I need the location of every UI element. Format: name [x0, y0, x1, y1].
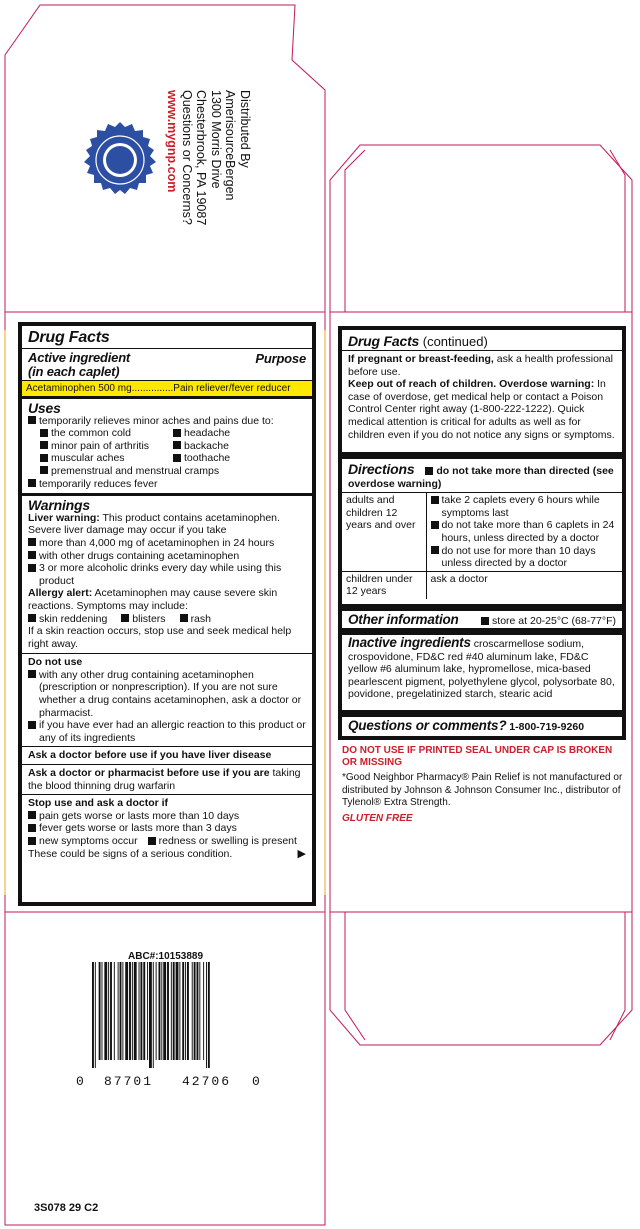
barcode-bar	[147, 962, 148, 1060]
ask-pharmacist-bold: Ask a doctor or pharmacist before use if you are	[28, 767, 270, 780]
drug-facts-title: Drug Facts	[28, 329, 110, 346]
barcode-bar	[110, 962, 112, 1060]
table-row	[342, 493, 622, 571]
dosage-item: do not take more than 6 caplets in 24 hours, unless directed by a doctor	[441, 519, 615, 544]
bullet-icon	[173, 429, 181, 437]
barcode-bar	[92, 962, 94, 1068]
use-item: toothache	[184, 452, 231, 465]
bullet-icon	[28, 824, 36, 832]
barcode-bar	[120, 962, 122, 1060]
barcode-bar	[179, 962, 180, 1060]
bullet-icon	[481, 617, 489, 625]
stop-use-item: pain gets worse or lasts more than 10 days	[39, 809, 240, 822]
barcode-bar	[163, 962, 166, 1060]
uses-intro	[28, 415, 306, 428]
drug-facts-panel-right-top	[338, 326, 626, 456]
dosage-item: do not use for more than 10 days unless directed by a doctor	[441, 544, 596, 570]
gluten-free: GLUTEN FREE	[342, 812, 413, 824]
other-information-panel	[338, 608, 626, 632]
stop-use-title: Stop use and ask a doctor if	[28, 797, 169, 810]
barcode-group-2: 42706	[182, 1074, 232, 1089]
stop-use-item: fever gets worse or lasts more than 3 days	[39, 822, 237, 835]
other-info-title: Other information	[348, 612, 459, 627]
barcode-bar	[132, 962, 133, 1060]
bullet-icon	[431, 546, 439, 554]
keep-out-bold: Keep out of reach of children. Overdose warning:	[348, 378, 595, 391]
drug-facts-panel-left	[18, 322, 316, 906]
allergy-alert-text: Acetaminophen may cause severe skin reactions. Symptoms may include:	[28, 587, 278, 612]
do-not-use-item: if you have ever had an allergic reaction to this product or any of its ingredients	[39, 719, 306, 744]
bullet-icon	[173, 441, 181, 449]
barcode-right-digit: 0	[252, 1074, 260, 1089]
abc-number: ABC#:10153889	[128, 951, 204, 962]
dosage-group: adults and children 12 years and over	[342, 493, 426, 571]
pregnant-text: ask a health professional before use.	[348, 353, 613, 378]
barcode-bar	[167, 962, 169, 1060]
upc-barcode	[92, 962, 248, 1068]
distributor-city: Chesterbrook, PA 19087	[194, 90, 209, 226]
ingredient-line: Acetaminophen 500 mg...............Pain reliever/fever reducer	[22, 381, 312, 399]
ask-pharmacist-row	[22, 765, 312, 795]
drug-facts-continued-title: Drug Facts	[348, 333, 420, 349]
bullet-icon	[431, 521, 439, 529]
barcode-left-digit: 0	[76, 1074, 84, 1089]
table-row	[342, 571, 622, 599]
allergy-symptom: rash	[190, 612, 211, 625]
stop-use-item: redness or swelling is present	[158, 835, 297, 847]
use-fever: temporarily reduces fever	[39, 477, 158, 490]
bullet-icon	[28, 811, 36, 819]
dosage-item: ask a doctor	[430, 572, 488, 585]
barcode-bar	[161, 962, 162, 1060]
questions-title: Questions or comments?	[348, 718, 507, 733]
purpose-label: Purpose	[255, 351, 306, 366]
barcode-bar	[208, 962, 210, 1068]
directions-table	[342, 493, 622, 599]
barcode-bar	[149, 962, 152, 1068]
dosage-group: children under 12 years	[342, 571, 426, 599]
active-ingredient-label: Active ingredient	[28, 350, 131, 365]
use-item: minor pain of arthritis	[51, 439, 150, 452]
do-not-use-title: Do not use	[28, 656, 83, 669]
bullet-icon	[28, 416, 36, 424]
uses-section	[22, 399, 312, 496]
barcode-bar	[171, 962, 172, 1060]
directions-note: do not take more than directed (see overdose warning)	[348, 465, 614, 490]
use-item: muscular aches	[51, 452, 125, 465]
directions-title: Directions	[348, 461, 415, 477]
active-ingredient-row	[22, 349, 312, 381]
liver-warning-label: Liver warning:	[28, 511, 100, 524]
pregnant-bold: If pregnant or breast-feeding,	[348, 353, 494, 365]
ask-doctor-row: Ask a doctor before use if you have liver disease	[22, 747, 312, 765]
questions-line: Questions or Concerns?	[180, 90, 194, 225]
distributed-by: Distributed By	[238, 90, 252, 168]
below-panel-text	[342, 745, 626, 825]
bullet-icon	[40, 454, 48, 462]
barcode-bar	[206, 962, 207, 1068]
barcode-bar	[159, 962, 161, 1060]
use-item: the common cold	[51, 427, 131, 440]
inactive-title: Inactive ingredients	[348, 635, 471, 650]
allergy-symptom: blisters	[132, 612, 166, 625]
bullet-icon	[28, 614, 36, 622]
barcode-bar	[122, 962, 123, 1060]
barcode-bar	[140, 962, 142, 1060]
active-ingredient-sub: (in each caplet)	[28, 364, 120, 379]
footer-code: 3S078 29 C2	[34, 1202, 99, 1214]
barcode-bar	[118, 962, 119, 1060]
bullet-icon	[173, 454, 181, 462]
barcode-bar	[203, 962, 204, 1060]
barcode-bar	[199, 962, 200, 1060]
bullet-icon	[28, 551, 36, 559]
ask-pharmacist-text: taking the blood thinning drug warfarin	[28, 767, 301, 792]
website-link[interactable]: www.mygnp.com	[165, 90, 180, 193]
bullet-icon	[431, 496, 439, 504]
continue-arrow-icon: ▶	[297, 847, 306, 860]
distributor-block	[165, 90, 252, 300]
bullet-icon	[121, 614, 129, 622]
stop-use-tail: These could be signs of a serious condition.	[28, 847, 233, 860]
distributor-name: AmerisourceBergen	[223, 90, 238, 201]
barcode-bar	[134, 962, 137, 1060]
barcode-bar	[108, 962, 109, 1060]
do-not-use-item: with any other drug containing acetaminophen (prescription or nonprescription). If you are not sure whether a drug contains acetaminophen, ask a doctor or pharmacist.	[39, 668, 302, 719]
seal-warning: DO NOT USE IF PRINTED SEAL UNDER CAP IS BROKEN OR MISSING	[342, 745, 613, 768]
questions-panel	[338, 714, 626, 740]
other-info-text: store at 20-25°C (68-77°F)	[492, 615, 616, 627]
dosage-item: take 2 caplets every 6 hours while symptoms last	[441, 494, 600, 519]
warnings-title: Warnings	[28, 497, 90, 514]
dosage-instructions	[426, 493, 622, 571]
liver-bullet: more than 4,000 mg of acetaminophen in 24 hours	[39, 536, 275, 549]
barcode-bar	[197, 962, 199, 1060]
bullet-icon	[28, 479, 36, 487]
bullet-icon	[425, 467, 433, 475]
stop-use-item: new symptoms occur	[39, 835, 138, 847]
barcode-bar	[185, 962, 186, 1060]
barcode-bar	[139, 962, 140, 1060]
barcode-bar	[125, 962, 128, 1060]
barcode-bar	[187, 962, 189, 1060]
use-item: premenstrual and menstrual cramps	[51, 464, 220, 477]
questions-phone: 1-800-719-9260	[506, 721, 585, 733]
uses-title: Uses	[28, 400, 61, 416]
distributor-street: 1300 Morris Drive	[209, 90, 223, 189]
barcode-bar	[192, 962, 193, 1060]
allergy-tail: If a skin reaction occurs, stop use and seek medical help right away.	[28, 625, 292, 650]
barcode-group-1: 87701	[104, 1074, 154, 1089]
use-item: headache	[184, 427, 231, 440]
barcode-bar	[173, 962, 175, 1060]
drug-facts-continued-title-row	[342, 330, 622, 351]
barcode-bar	[114, 962, 115, 1060]
bullet-icon	[28, 837, 36, 845]
inactive-text: croscarmellose sodium, crospovidone, FD&C red #40 aluminum lake, FD&C yellow #6 aluminum lake, hypromellose, mica-based pearlescent pigment, polyethylene glycol, polysorbate 80, povidone, pregelatinized starch, stearic acid	[348, 638, 615, 701]
satisfaction-seal	[80, 120, 160, 200]
directions-panel	[338, 456, 626, 608]
allergy-alert-label: Allergy alert:	[28, 587, 93, 600]
use-item: backache	[184, 439, 229, 452]
drug-facts-title-row	[22, 326, 312, 349]
allergy-symptom: skin reddening	[39, 612, 108, 625]
liver-warning-text: This product contains acetaminophen. Severe liver damage may occur if you take	[28, 511, 280, 537]
liver-bullet: 3 or more alcoholic drinks every day while using this product	[39, 562, 282, 587]
barcode-bar	[182, 962, 184, 1060]
inactive-ingredients-panel	[338, 632, 626, 714]
bullet-icon	[40, 441, 48, 449]
bullet-icon	[28, 538, 36, 546]
disclaimer: *Good Neighbor Pharmacy® Pain Relief is not manufactured or distributed by Johnson & Johnson Consumer Inc., distributor of Tylenol® Extra Strength.	[342, 772, 623, 808]
barcode-bar	[104, 962, 107, 1060]
liver-bullet: with other drugs containing acetaminophen	[39, 549, 240, 562]
barcode-bar	[156, 962, 157, 1060]
barcode-bar	[99, 962, 101, 1060]
do-not-use-section	[22, 654, 312, 747]
bullet-icon	[28, 721, 36, 729]
pregnancy-keep-section	[342, 351, 622, 443]
uses-intro-text: temporarily relieves minor aches and pains due to:	[39, 414, 274, 427]
keep-out-text: In case of overdose, get medical help or contact a Poison Control Center right away (1-800-222-1222). Quick medical attention is critical for adults as well as for children even if you do not notice any signs or symptoms.	[348, 378, 615, 441]
bullet-icon	[28, 670, 36, 678]
warnings-section	[22, 496, 312, 654]
bullet-icon	[148, 837, 156, 845]
bullet-icon	[40, 466, 48, 474]
bullet-icon	[180, 614, 188, 622]
directions-header	[342, 459, 622, 493]
barcode-bar	[176, 962, 179, 1060]
continued-label: (continued)	[419, 334, 488, 349]
barcode-bar	[102, 962, 103, 1060]
barcode-bar	[129, 962, 131, 1060]
barcode-bar	[153, 962, 154, 1068]
bullet-icon	[28, 564, 36, 572]
barcode-bar	[95, 962, 96, 1068]
barcode-bar	[194, 962, 196, 1060]
bullet-icon	[40, 429, 48, 437]
stop-use-section	[22, 795, 312, 862]
barcode-bar	[143, 962, 145, 1060]
